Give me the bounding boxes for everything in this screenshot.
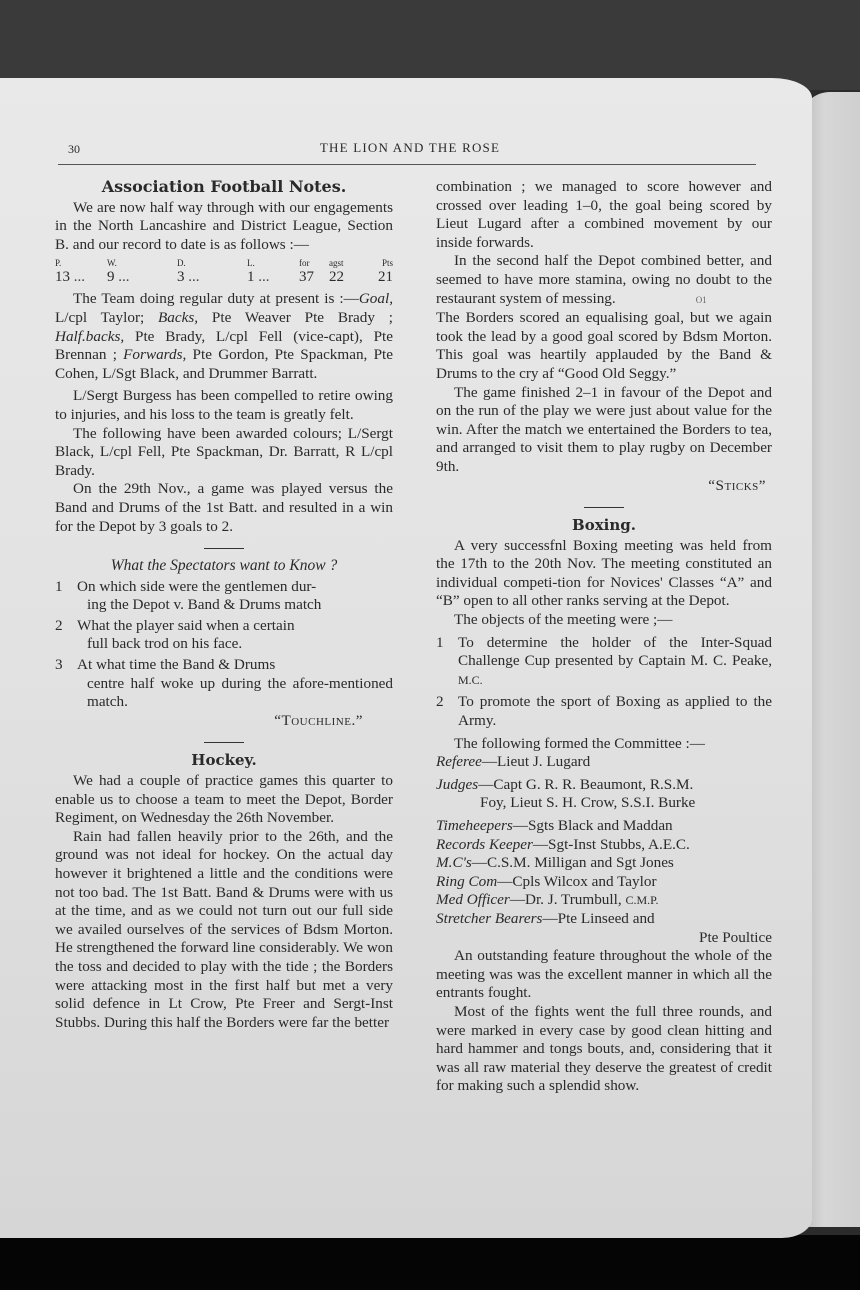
committee-names: —Capt G. R. R. Beaumont, R.S.M. (478, 775, 694, 793)
record-value: 21 (378, 269, 393, 286)
leader-dots: ... (73, 269, 85, 286)
record-header: W. (107, 258, 117, 269)
header-rule (58, 164, 756, 165)
committee-role: Judges (436, 775, 479, 793)
record-header: D. (177, 258, 186, 269)
committee-member (436, 776, 772, 813)
question-number: 3 (55, 656, 63, 674)
running-title: THE LION AND THE ROSE (319, 140, 501, 155)
section-divider (204, 742, 244, 743)
leader-dots: ... (258, 269, 270, 286)
committee-names: —Dr. J. Trumbull, (509, 891, 622, 909)
page-number: 30 (68, 142, 80, 156)
background-top (0, 0, 860, 90)
object-text: To determine the holder of the Inter-Squad Challenge Cup presented by Captain M. C. Peake, (458, 633, 772, 670)
committee-role: Ring Com (436, 872, 498, 890)
hockey-paragraph-3-text: In the second half the Depot combined better, and seemed to have more stamina, owing no doubt to the restaurant system of messing. (436, 252, 772, 307)
committee-names: —Sgt-Inst Stubbs, A.E.C. (532, 835, 690, 853)
committee-names: —C.S.M. Milligan and Sgt Jones (471, 854, 674, 872)
record-header: for (299, 258, 310, 269)
object-number: 2 (436, 693, 444, 711)
committee-role: Records Keeper (436, 835, 533, 853)
record-value: 37 (299, 269, 314, 286)
question-text: On which side were the gentlemen dur- (77, 577, 317, 595)
record-value: 9 (107, 269, 115, 286)
question-text: What the player said when a certain (77, 616, 295, 634)
left-column (55, 178, 393, 1032)
committee-member (436, 854, 772, 873)
boxing-objects-intro: The objects of the meeting were ;— (454, 611, 673, 629)
hockey-paragraph-5: The game finished 2–1 in favour of the Depot and on the run of the play we were just about value for the win. After the match we entertained the Borders to tea, and arranged to visit them to play rugby on December 9th. (436, 383, 772, 475)
hockey-paragraph-2-cont: combination ; we managed to score however and crossed over leading 1–0, the goal being scored by Lieut Lugard after a combined movement by our inside forwards. (436, 178, 772, 251)
boxing-paragraph-1: A very successfnl Boxing meeting was held from the 17th to the 20th Nov. The meeting constituted an individual competi-tion for Novices' Classes “A” and “B” open to all other ranks serving at the Depot. (436, 536, 772, 610)
committee-member (436, 910, 772, 947)
touchline-signature: “Touchline.” (274, 711, 363, 729)
position-goal: Goal, (358, 290, 393, 308)
position-forwards: Forwards, (123, 346, 187, 364)
committee-names-cont: Foy, Lieut S. H. Crow, S.S.I. Burke (480, 794, 696, 812)
committee-role: Med Officer (436, 891, 510, 909)
burgess-paragraph: L/Sergt Burgess has been compelled to retire owing to injuries, and his loss to the team is greatly felt. (55, 387, 393, 423)
hockey-paragraph-4: The Borders scored an equalising goal, but we again took the lead by a good goal scored by Bdsm Morton. This goal was heartily applauded by the Band & Drums to the cry af “Good Old Seggy.” (436, 309, 772, 382)
record-header: L. (247, 258, 255, 269)
question-number: 1 (55, 577, 63, 595)
committee-names: —Pte Linseed and (542, 909, 655, 927)
background-bottom (0, 1235, 860, 1290)
committee-intro: The following formed the Committee :— (454, 734, 705, 752)
spectators-title: What the Spectators want to Know ? (110, 557, 338, 575)
object-number: 1 (436, 633, 444, 651)
boxing-object (436, 634, 772, 690)
colours-paragraph: The following have been awarded colours; L/Sergt Black, L/cpl Fell, Pte Spackman, Dr. Barratt, R L/cpl Brady. (55, 424, 393, 479)
question-text-cont: full back trod on his face. (87, 635, 243, 653)
object-suffix: M.C. (458, 672, 483, 687)
team-forwards: Pte Gordon, Pte Spackman, Pte Cohen, L/Sgt Black, and Drummer Barratt. (55, 346, 393, 382)
boxing-title: Boxing. (572, 516, 636, 535)
committee-member (436, 836, 772, 855)
right-column (436, 178, 772, 1096)
magazine-page (0, 78, 812, 1238)
league-record-table (55, 258, 393, 286)
hockey-paragraph-2: Rain had fallen heavily prior to the 26th, and the ground was not ideal for hockey. On the actual day however it brightened a little and the conditions were not too bad. The 1st Batt. Band & Drums were with us at the time, and as we could not turn out our full side we availed ourselves of the services of Bdsm Morton. He strengthened the forward line considerably. We won the toss and decided to play with the tide ; the Borders were attacking most in the first half but met a very solid defence in Lt Crow, Pte Freer and Sergt-Inst Stubbs. During this half the Borders were far the better (55, 827, 393, 1031)
boxing-fights-paragraph: Most of the fights went the full three rounds, and were marked in every case by good clean hitting and hard hammer and tongs bouts, and, considering that it was all raw material they deserve the greatest of credit for making such a splendid show. (436, 1002, 772, 1095)
committee-suffix: C.M.P. (625, 893, 659, 908)
committee-role: M.C's (436, 854, 472, 872)
committee-names: —Cpls Wilcox and Taylor (497, 872, 657, 890)
committee-member (436, 753, 772, 772)
hockey-paragraph-3 (436, 252, 772, 309)
section-divider (204, 548, 244, 549)
committee-names: —Lieut J. Lugard (481, 753, 591, 771)
record-values (55, 269, 393, 286)
question-number: 2 (55, 616, 63, 634)
spectator-question (55, 617, 393, 654)
boxing-object (436, 693, 772, 730)
committee-names-cont: Pte Poultice (699, 928, 772, 946)
position-backs: Backs, (158, 308, 199, 326)
hockey-paragraph-1: We had a couple of practice games this quarter to enable us to choose a team to meet the Depot, Border Regiment, on Wednesday the 26th November. (55, 772, 393, 827)
game-paragraph: On the 29th Nov., a game was played versus the Band and Drums of the 1st Batt. and resulted in a win for the Depot by 3 goals to 2. (55, 480, 393, 535)
committee-role: Referee (436, 753, 482, 771)
football-intro: We are now half way through with our engagements in the North Lancashire and District League, Section B. and our record to date is as follows :— (55, 198, 393, 253)
spectator-question (55, 578, 393, 615)
record-header: agst (329, 258, 344, 269)
committee-member (436, 891, 772, 910)
leader-dots: ... (188, 269, 200, 286)
team-prefix: The Team doing regular duty at present is :— (73, 290, 359, 308)
record-value: 13 (55, 269, 70, 286)
spectator-question (55, 656, 393, 712)
sticks-signature: “Sticks” (708, 476, 766, 494)
record-header: P. (55, 258, 62, 269)
football-title: Association Football Notes. (101, 177, 347, 196)
team-goal: L/cpl Taylor; (55, 308, 159, 326)
record-value: 22 (329, 269, 344, 286)
team-backs: Pte Weaver Pte Brady ; (198, 308, 393, 326)
boxing-outstanding-paragraph: An outstanding feature throughout the whole of the meeting was was the excellent manner in which all the entrants fought. (436, 947, 772, 1002)
leader-dots: ... (118, 269, 130, 286)
section-divider (584, 507, 624, 508)
committee-names: —Sgts Black and Maddan (512, 817, 673, 834)
record-value: 3 (177, 269, 185, 286)
committee-member (436, 873, 772, 892)
question-text-cont: ing the Depot v. Band & Drums match (87, 596, 322, 614)
committee-role: Stretcher Bearers (436, 909, 543, 927)
question-text: At what time the Band & Drums (77, 656, 276, 674)
team-halfbacks: Pte Brady, L/cpl Fell (vice-capt), Pte Brennan ; (55, 327, 393, 364)
record-value: 1 (247, 269, 255, 286)
committee-member (436, 817, 772, 836)
hockey-title: Hockey. (191, 751, 257, 770)
stray-print-mark: O1 (695, 294, 707, 305)
committee-role: Timeheepers (436, 817, 513, 834)
question-text-cont: centre half woke up during the afore-mentioned match. (87, 674, 393, 711)
position-halfbacks: Half.backs, (55, 327, 125, 345)
object-text: To promote the sport of Boxing as applied to the Army. (458, 693, 772, 730)
record-headers (55, 258, 393, 269)
team-paragraph (55, 290, 393, 383)
record-header: Pts (381, 258, 393, 269)
